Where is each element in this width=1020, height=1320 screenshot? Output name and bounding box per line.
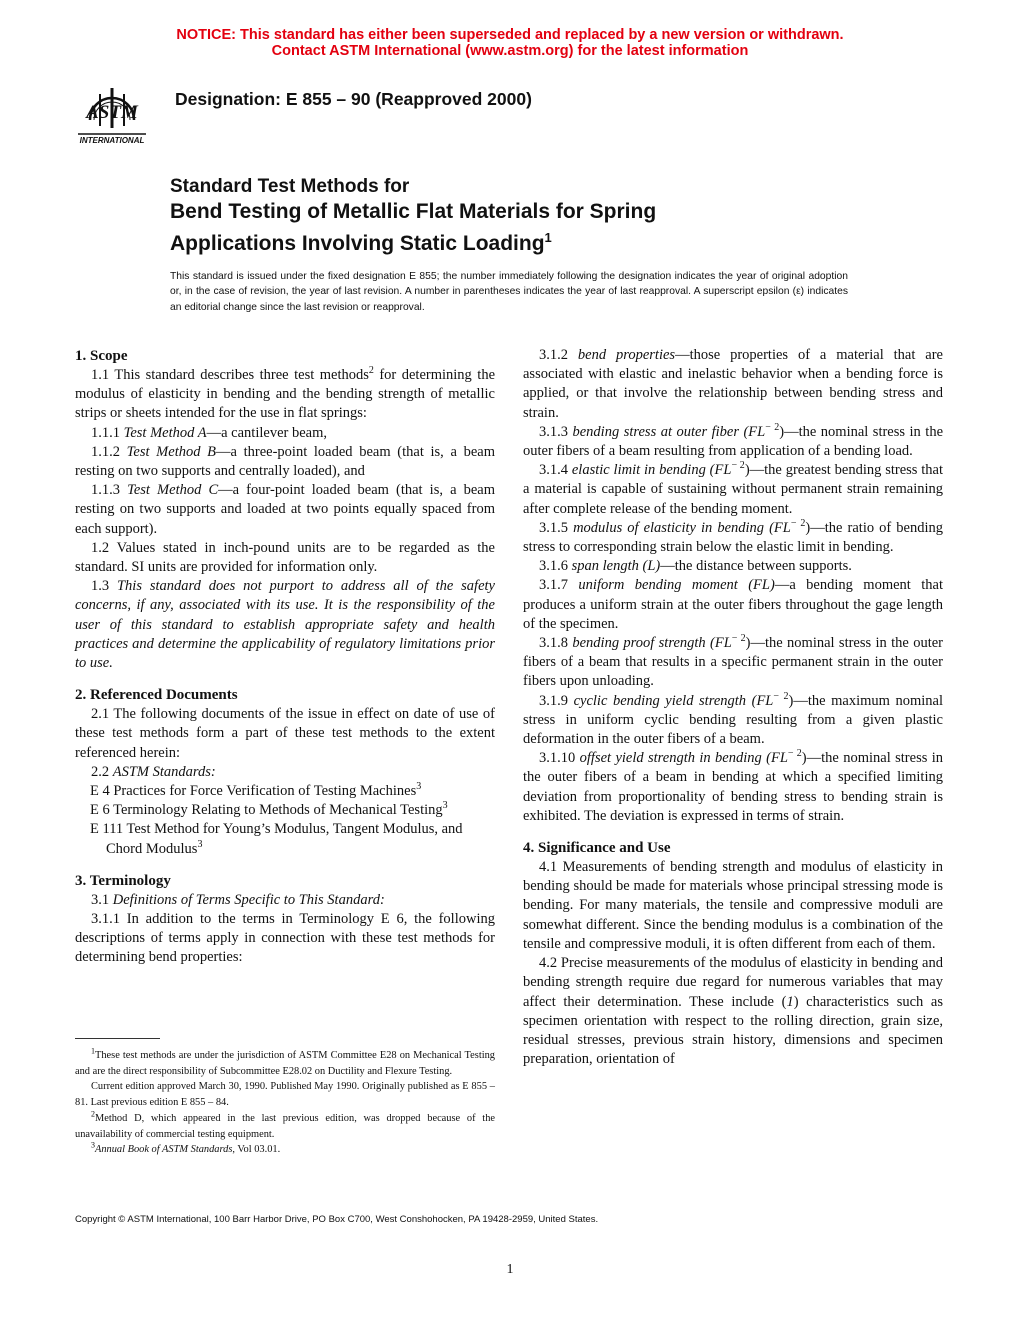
title-line-1: Standard Test Methods for: [170, 176, 410, 197]
definition-3-1-2: 3.1.2 bend properties—those properties of a material that are associated with elastic and inelastic behavior when a bending force is applied, or that involve the relationship between bending stress and strain.: [523, 347, 943, 421]
paragraph-1-1-3: 1.1.3 Test Method C—a four-point loaded beam (that is, a beam resting on two supports and loaded at two points equally spaced from each support).: [75, 482, 496, 537]
page-number: 1: [506, 1262, 514, 1277]
definition-3-1-9: 3.1.9 cyclic bending yield strength $(FL^{- 2})—the$ maximum nominal stress in uniform cyclic bending resulting from a given plastic deformation in the outer fibers of a beam.: [523, 690, 944, 748]
footnote-1-edition: Current edition approved March 30, 1990. Published May 1990. Originally published as E 855 – 81. Last previous edition E 855 – 84.: [75, 1081, 495, 1109]
definition-3-1-3: 3.1.3 bending stress at outer fiber $(FL^{- 2})—the$ nominal stress in the outer fibers of a beam resulting from application of a bending load.: [523, 421, 944, 460]
designation: Designation: E 855 – 90 (Reapproved 2000): [175, 89, 532, 109]
section-heading-scope: 1. Scope: [75, 348, 128, 364]
astm-international-logo: [64, 78, 160, 150]
notice-line-1: NOTICE: This standard has either been superseded and replaced by a new version or withdrawn.: [176, 27, 844, 43]
paragraph-1-3: 1.3 This standard does not purport to address all of the safety concerns, if any, associated with its use. It is the responsibility of the user of this standard to establish appropriate safety and health practices and determine the applicability of regulatory limitations prior to use.: [75, 578, 495, 672]
definition-3-1-8: 3.1.8 bending proof strength $(FL^{- 2})—the$ nominal stress in the outer fibers of a beam that results in a specific permanent strain in the outer fibers upon unloading.: [523, 633, 944, 690]
left-column: [75, 346, 495, 968]
document-title: [170, 175, 870, 257]
logo-letters: ASTM: [86, 102, 138, 123]
paragraph-3-1: 3.1 Definitions of Terms Specific to This Standard:: [91, 891, 385, 908]
paragraph-4-1: 4.1 Measurements of bending strength and modulus of elasticity in bending should be made for materials whose principal stressing mode is bending. For many materials, the tensile and compressive moduli are somewhat different. Since the bending modulus is a combination of the tensile and compressive moduli, it is often different from each of them.: [523, 859, 943, 952]
paragraph-1-1-1: 1.1.1 Test Method A—a cantilever beam,: [91, 424, 327, 441]
title-line-2: Bend Testing of Metallic Flat Materials for Spring: [170, 200, 657, 223]
footnote-divider: [75, 1038, 160, 1039]
logo-word: INTERNATIONAL: [79, 136, 145, 145]
definition-3-1-10: 3.1.10 offset yield strength in bending $(FL^{- 2})—the$ nominal stress in the outer fibers of a beam in bending at which a specified limiting deviation from proportionality of bending stress to bending strain is exhibited. The deviation is expressed in terms of strain.: [523, 748, 944, 824]
paragraph-1-1-2: 1.1.2 Test Method B—a three-point loaded beam (that is, a beam resting on two supports and centrally loaded), and: [75, 443, 495, 480]
footnote-ref: 2: [368, 365, 374, 377]
paragraph-1-2: 1.2 Values stated in inch-pound units are to be regarded as the standard. SI units are provided for information only.: [75, 539, 495, 576]
footnote-1: $^1$These test methods are under the jurisdiction of ASTM Committee E28 on Mechanical Testing and are the direct responsibility of Subcommittee E28.02 on Ductility and Flexure Testing.: [75, 1046, 495, 1077]
definition-3-1-4: 3.1.4 elastic limit in bending $(FL^{- 2})—the$ greatest bending stress that a material is capable of sustaining without permanent strain remaining after complete release of the bending moment.: [523, 460, 944, 517]
section-heading-significance: 4. Significance and Use: [523, 840, 671, 857]
definition-3-1-5: 3.1.5 modulus of elasticity in bending $(FL^{- 2})—the$ ratio of bending stress to corresponding strain below the elastic limit in bending.: [523, 518, 943, 556]
definition-3-1-6: 3.1.6 span length (L)—the distance between supports.: [539, 558, 852, 575]
issued-statement: This standard is issued under the fixed designation E 855; the number immediately following the designation indicates the year of original adoption or, in the case of revision, the year of last revision. A number in parentheses indicates the year of last reapproval. A superscript epsilon (ε) indicates an editorial change since the last revision or reapproval.: [170, 271, 848, 313]
paragraph-3-1-1: 3.1.1 In addition to the terms in Terminology E 6, the following descriptions of terms apply in connection with these test methods for determining bend properties:: [75, 911, 495, 966]
reference-e6: E 6 Terminology Relating to Methods of Mechanical Testing$^3$: [90, 800, 448, 819]
title-line-3: Applications Involving Static Loading$^1$: [170, 230, 552, 255]
paragraph-2-1: 2.1 The following documents of the issue in effect on date of use of these test methods form a part of these test methods to the extent referenced herein:: [75, 706, 495, 761]
footnote-3: $^3$Annual Book of ASTM Standards, Vol 03.01.: [91, 1140, 281, 1156]
definition-3-1-7: 3.1.7 uniform bending moment (FL)—a bending moment that produces a uniform strain at the outer fibers throughout the gage length of the specimen.: [523, 577, 943, 632]
section-heading-referenced-documents: 2. Referenced Documents: [75, 687, 238, 704]
paragraph-1-1: 1.1 This standard describes three test methods$^2$ for determining the modulus of elasticity in bending and the bending strength of metallic strips or sheets intended for the use in flat springs:: [75, 365, 496, 422]
footnote-2: $^2$Method D, which appeared in the last previous edition, was dropped because of the unavailability of commercial testing equipment.: [75, 1109, 495, 1140]
reference-e111: E 111 Test Method for Young’s Modulus, Tangent Modulus, and Chord Modulus$^3$: [90, 821, 463, 857]
section-heading-terminology: 3. Terminology: [75, 872, 171, 889]
paragraph-4-2: 4.2 Precise measurements of the modulus of elasticity in bending and bending strength require due regard for numerous variables that may affect their determination. These include (1) characteristics such as specimen orientation with respect to the rolling direction, grain size, residual stresses, previous strain history, dimensions and specimen preparation, orientation of: [523, 955, 943, 1068]
title-footnote-mark: 1: [544, 230, 552, 245]
paragraph-2-2: 2.2 ASTM Standards:: [91, 763, 216, 780]
copyright: Copyright © ASTM International, 100 Barr Harbor Drive, PO Box C700, West Conshohocken, PA 19428-2959, United States.: [75, 1214, 599, 1225]
footnotes: [75, 1048, 495, 1158]
astm-logo-icon: [64, 78, 160, 150]
notice-banner: [0, 27, 1020, 59]
right-column: [523, 346, 943, 1069]
notice-line-2: Contact ASTM International (www.astm.org) for the latest information: [271, 43, 749, 59]
reference-e4: E 4 Practices for Force Verification of Testing Machines$^3$: [90, 781, 422, 800]
